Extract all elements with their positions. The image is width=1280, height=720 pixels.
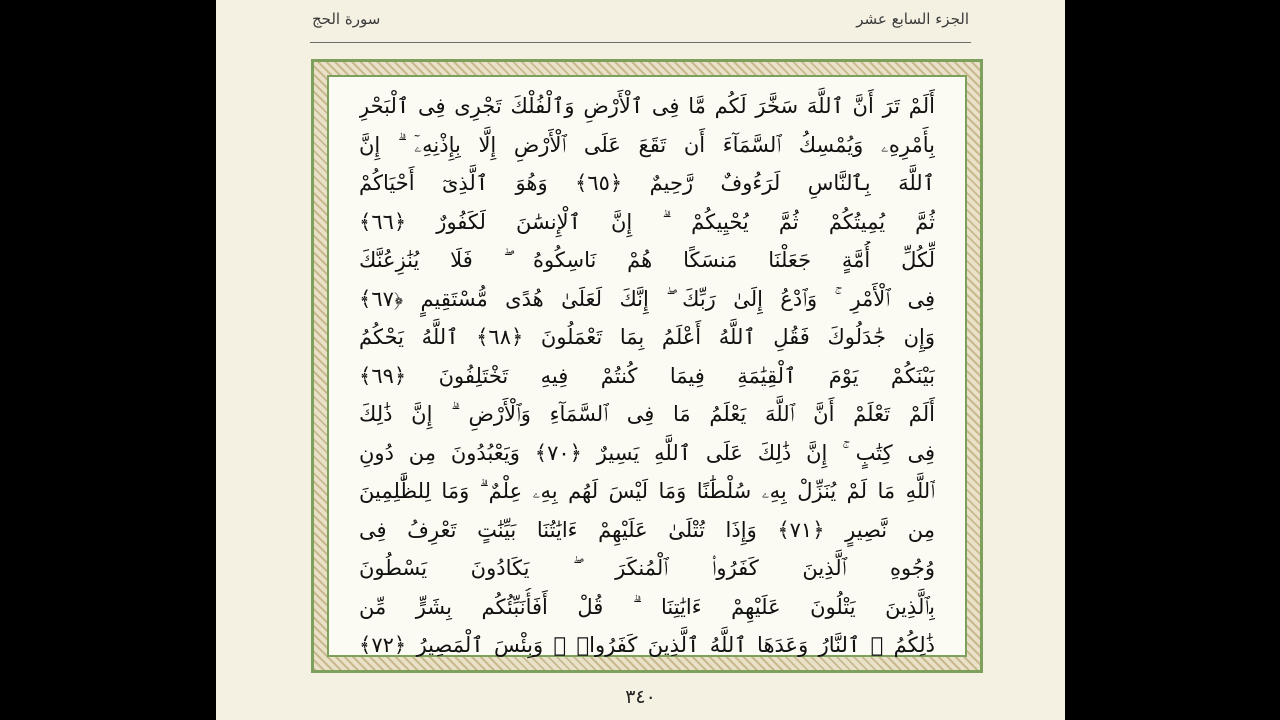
verse-line-4: ثُمَّ يُمِيتُكُمْ ثُمَّ يُحْيِيكُمْ ۗ إِنَّ ٱلْإِنسَٰنَ لَكَفُورٌ ﴿٦٦﴾ (359, 209, 935, 234)
header-divider (310, 42, 971, 43)
verse-line-15: ذَٰلِكُمُ ۗ ٱلنَّارُ وَعَدَهَا ٱللَّهُ ٱلَّذِينَ كَفَرُوا۟ ۖ وَبِئْسَ ٱلْمَصِيرُ ﴿٧٢﴾ (359, 633, 935, 657)
verse-line-13: وُجُوهِ ٱلَّذِينَ كَفَرُوا۟ ٱلْمُنكَرَ ۖ يَكَادُونَ يَسْطُونَ (359, 556, 935, 580)
page-number: ٣٤٠ (625, 686, 656, 708)
verse-line-9: أَلَمْ تَعْلَمْ أَنَّ ٱللَّهَ يَعْلَمُ مَا فِى ٱلسَّمَآءِ وَٱلْأَرْضِ ۗ إِنَّ ذَٰلِكَ (359, 402, 935, 426)
verse-line-14: بِٱلَّذِينَ يَتْلُونَ عَلَيْهِمْ ءَايَٰتِنَا ۗ قُلْ أَفَأُنَبِّئُكُم بِشَرٍّ مِّن (359, 594, 935, 619)
verse-line-7: وَإِن جَٰدَلُوكَ فَقُلِ ٱللَّهُ أَعْلَمُ بِمَا تَعْمَلُونَ ﴿٦٨﴾ ٱللَّهُ يَحْكُمُ (359, 325, 935, 349)
text-panel (327, 75, 967, 657)
verse-line-8: بَيْنَكُمْ يَوْمَ ٱلْقِيَٰمَةِ فِيمَا كُنتُمْ فِيهِ تَخْتَلِفُونَ ﴿٦٩﴾ (359, 363, 935, 388)
verse-line-5: لِّكُلِّ أُمَّةٍ جَعَلْنَا مَنسَكًا هُمْ نَاسِكُوهُ ۖ فَلَا يُنَٰزِعُنَّكَ (359, 248, 935, 272)
ornamental-border (311, 59, 983, 673)
verse-line-11: ٱللَّهِ مَا لَمْ يُنَزِّلْ بِهِۦ سُلْطَٰنًا وَمَا لَيْسَ لَهُم بِهِۦ عِلْمٌ ۗ وَمَا لِلظَّٰلِمِينَ (359, 479, 935, 503)
verse-line-6: فِى ٱلْأَمْرِ ۚ وَٱدْعُ إِلَىٰ رَبِّكَ ۖ إِنَّكَ لَعَلَىٰ هُدًى مُّسْتَقِيمٍ ﴿٦٧﴾ (359, 286, 935, 311)
mushaf-page (216, 0, 1065, 720)
juz-header: الجزء السابع عشر (856, 10, 969, 28)
verse-line-10: فِى كِتَٰبٍ ۚ إِنَّ ذَٰلِكَ عَلَى ٱللَّهِ يَسِيرٌ ﴿٧٠﴾ وَيَعْبُدُونَ مِن دُونِ (359, 440, 935, 465)
surah-name-header: سورة الحج (312, 10, 381, 28)
verse-line-3: ٱللَّهَ بِٱلنَّاسِ لَرَءُوفٌ رَّحِيمٌ ﴿٦٥﴾ وَهُوَ ٱلَّذِىٓ أَحْيَاكُمْ (359, 171, 935, 195)
verse-line-12: مِن نَّصِيرٍ ﴿٧١﴾ وَإِذَا تُتْلَىٰ عَلَيْهِمْ ءَايَٰتُنَا بَيِّنَٰتٍ تَعْرِفُ فِى (359, 517, 935, 542)
verse-line-2: بِأَمْرِهِۦ وَيُمْسِكُ ٱلسَّمَآءَ أَن تَقَعَ عَلَى ٱلْأَرْضِ إِلَّا بِإِذْنِهِۦٓ ۗ إِنَّ (359, 132, 935, 157)
verse-line-1: أَلَمْ تَرَ أَنَّ ٱللَّهَ سَخَّرَ لَكُم مَّا فِى ٱلْأَرْضِ وَٱلْفُلْكَ تَجْرِى فِى ٱلْبَحْرِ (359, 94, 935, 118)
verse-lines (359, 87, 935, 657)
